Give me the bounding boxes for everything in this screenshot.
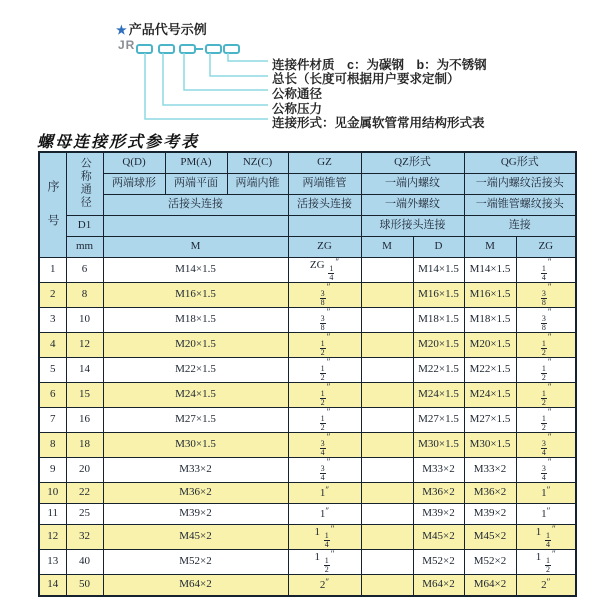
nut-connection-reference-table — [38, 151, 577, 597]
subheader-empty-2 — [288, 216, 361, 237]
qz-d-value: M18×1.5 — [413, 308, 464, 333]
code-prefix: JR — [118, 38, 136, 52]
m-thread: M27×1.5 — [103, 408, 288, 433]
qg-m-value: M39×2 — [464, 504, 516, 525]
m-thread: M33×2 — [103, 458, 288, 483]
table-row — [39, 433, 576, 458]
qz-d-value: M36×2 — [413, 483, 464, 504]
dn-value: 10 — [66, 308, 103, 333]
col-header-qd: Q(D) — [103, 152, 165, 174]
table-row — [39, 458, 576, 483]
subheader-qd: 两端球形 — [103, 174, 165, 195]
subheader-qg: 一端内螺纹活接头 — [464, 174, 576, 195]
qg-m-value: M18×1.5 — [464, 308, 516, 333]
label-nominal-diameter: 公称通径 — [272, 87, 323, 101]
col-header-nominal-dia — [66, 152, 103, 216]
gz-size: 1 $\frac{1}{2}$ ″ — [288, 550, 361, 575]
unit-header-mm: mm — [66, 237, 103, 258]
label-total-length: 总长（长度可根据用户要求定制） — [272, 72, 460, 86]
gz-size: $\frac{3}{8}$ ″ — [288, 308, 361, 333]
qz-d-value: M27×1.5 — [413, 408, 464, 433]
table-title: 螺母连接形式参考表 — [37, 134, 200, 151]
m-thread: M45×2 — [103, 525, 288, 550]
table-row — [39, 258, 576, 283]
table-row — [39, 525, 576, 550]
col-header-gz: GZ — [288, 152, 361, 174]
col-header-qg: QG形式 — [464, 152, 576, 174]
table-row — [39, 504, 576, 525]
qg-zg-size: $\frac{3}{4}$ ″ — [516, 433, 576, 458]
dn-value: 16 — [66, 408, 103, 433]
unit-header-qg-m: M — [464, 237, 516, 258]
qz-d-value: M64×2 — [413, 575, 464, 597]
qg-zg-size: $\frac{1}{2}$ ″ — [516, 408, 576, 433]
qg-zg-size: 1 $\frac{1}{4}$ ″ — [516, 525, 576, 550]
qg-m-value: M33×2 — [464, 458, 516, 483]
qg-zg-size: $\frac{1}{2}$ ″ — [516, 358, 576, 383]
qz-m-value — [361, 283, 413, 308]
qz-m-value — [361, 383, 413, 408]
code-box-4 — [205, 44, 222, 54]
gz-size: $\frac{1}{2}$ ″ — [288, 358, 361, 383]
qg-m-value: M27×1.5 — [464, 408, 516, 433]
qg-m-value: M22×1.5 — [464, 358, 516, 383]
gz-size: 1″ — [288, 504, 361, 525]
table-row — [39, 483, 576, 504]
code-box-2 — [158, 44, 175, 54]
qz-d-value: M14×1.5 — [413, 258, 464, 283]
qg-zg-size: $\frac{1}{2}$ ″ — [516, 383, 576, 408]
qz-d-value: M22×1.5 — [413, 358, 464, 383]
gz-size: $\frac{3}{4}$ ″ — [288, 433, 361, 458]
table-row — [39, 550, 576, 575]
dn-value: 50 — [66, 575, 103, 597]
unit-header-m: M — [103, 237, 288, 258]
qg-zg-size: 1″ — [516, 504, 576, 525]
dn-value: 6 — [66, 258, 103, 283]
gz-size: $\frac{1}{2}$ ″ — [288, 333, 361, 358]
gz-size: ZG $\frac{1}{4}$ ″ — [288, 258, 361, 283]
qz-m-value — [361, 525, 413, 550]
m-thread: M36×2 — [103, 483, 288, 504]
col-header-qz: QZ形式 — [361, 152, 464, 174]
subheader-qg-taper-thread: 一端锥管螺纹接头 — [464, 195, 576, 216]
qg-m-value: M36×2 — [464, 483, 516, 504]
qz-d-value: M16×1.5 — [413, 283, 464, 308]
m-thread: M64×2 — [103, 575, 288, 597]
diagram-title-text: 产品代号示例 — [128, 22, 207, 37]
table-row — [39, 383, 576, 408]
qg-m-value: M64×2 — [464, 575, 516, 597]
row-number: 6 — [39, 383, 66, 408]
qz-m-value — [361, 483, 413, 504]
qg-zg-size: 1 $\frac{1}{2}$ ″ — [516, 550, 576, 575]
subheader-nzc: 两端内锥 — [227, 174, 288, 195]
dn-value: 14 — [66, 358, 103, 383]
col-header-nzc: NZ(C) — [227, 152, 288, 174]
row-number: 4 — [39, 333, 66, 358]
m-thread: M18×1.5 — [103, 308, 288, 333]
unit-header-qz-m: M — [361, 237, 413, 258]
subheader-connect: 连接 — [464, 216, 576, 237]
dn-value: 20 — [66, 458, 103, 483]
qz-d-value: M39×2 — [413, 504, 464, 525]
qz-m-value — [361, 433, 413, 458]
qz-d-value: M45×2 — [413, 525, 464, 550]
row-number: 3 — [39, 308, 66, 333]
qz-d-value: M20×1.5 — [413, 333, 464, 358]
row-number: 12 — [39, 525, 66, 550]
code-dash — [194, 48, 203, 50]
qz-d-value: M30×1.5 — [413, 433, 464, 458]
row-number: 13 — [39, 550, 66, 575]
col-header-nominal-dia-text: 公称通径 — [79, 157, 92, 210]
gz-size: 2″ — [288, 575, 361, 597]
gz-size: $\frac{3}{8}$ ″ — [288, 283, 361, 308]
gz-size: $\frac{3}{4}$ ″ — [288, 458, 361, 483]
row-number: 7 — [39, 408, 66, 433]
dn-value: 8 — [66, 283, 103, 308]
label-nominal-pressure: 公称压力 — [272, 102, 323, 116]
gz-size: 1 $\frac{1}{4}$ ″ — [288, 525, 361, 550]
label-connection-type: 连接形式：见金属软管常用结构形式表 — [272, 116, 485, 130]
dn-value: 25 — [66, 504, 103, 525]
gz-size: 1″ — [288, 483, 361, 504]
table-row — [39, 575, 576, 597]
qz-m-value — [361, 408, 413, 433]
qz-d-value: M33×2 — [413, 458, 464, 483]
dn-value: 22 — [66, 483, 103, 504]
qg-m-value: M24×1.5 — [464, 383, 516, 408]
m-thread: M39×2 — [103, 504, 288, 525]
qz-m-value — [361, 550, 413, 575]
qg-zg-size: $\frac{1}{4}$ ″ — [516, 258, 576, 283]
m-thread: M24×1.5 — [103, 383, 288, 408]
code-box-5 — [223, 44, 240, 54]
qg-m-value: M30×1.5 — [464, 433, 516, 458]
row-number: 5 — [39, 358, 66, 383]
col-header-seq — [39, 152, 66, 258]
diagram-title — [116, 19, 207, 38]
row-number: 14 — [39, 575, 66, 597]
qg-zg-size: $\frac{3}{8}$ ″ — [516, 308, 576, 333]
table-row — [39, 358, 576, 383]
qg-m-value: M52×2 — [464, 550, 516, 575]
code-box-1 — [136, 44, 153, 54]
table-row — [39, 408, 576, 433]
row-number: 11 — [39, 504, 66, 525]
m-thread: M22×1.5 — [103, 358, 288, 383]
dn-value: 32 — [66, 525, 103, 550]
row-number: 10 — [39, 483, 66, 504]
m-thread: M20×1.5 — [103, 333, 288, 358]
dn-value: 40 — [66, 550, 103, 575]
qg-m-value: M16×1.5 — [464, 283, 516, 308]
subheader-gz: 两端锥管 — [288, 174, 361, 195]
row-number: 9 — [39, 458, 66, 483]
col-header-seq-text: 序号 — [46, 180, 61, 249]
qg-m-value: M20×1.5 — [464, 333, 516, 358]
qz-d-value: M52×2 — [413, 550, 464, 575]
row-number: 8 — [39, 433, 66, 458]
table-row — [39, 283, 576, 308]
unit-header-qg-zg: ZG — [516, 237, 576, 258]
qg-zg-size: 1″ — [516, 483, 576, 504]
qz-m-value — [361, 458, 413, 483]
subheader-pma: 两端平面 — [165, 174, 227, 195]
qz-d-value: M24×1.5 — [413, 383, 464, 408]
subheader-d1: D1 — [66, 216, 103, 237]
star-icon: ★ — [116, 23, 127, 37]
subheader-union-connect: 活接头连接 — [103, 195, 288, 216]
m-thread: M14×1.5 — [103, 258, 288, 283]
unit-header-qz-d: D — [413, 237, 464, 258]
m-thread: M16×1.5 — [103, 283, 288, 308]
qz-m-value — [361, 333, 413, 358]
unit-header-zg: ZG — [288, 237, 361, 258]
qg-zg-size: 2″ — [516, 575, 576, 597]
qz-m-value — [361, 358, 413, 383]
subheader-qz-ext-thread: 一端外螺纹 — [361, 195, 464, 216]
table-row — [39, 308, 576, 333]
dn-value: 18 — [66, 433, 103, 458]
subheader-gz-union: 活接头连接 — [288, 195, 361, 216]
col-header-pma: PM(A) — [165, 152, 227, 174]
gz-size: $\frac{1}{2}$ ″ — [288, 408, 361, 433]
qg-m-value: M45×2 — [464, 525, 516, 550]
dn-value: 15 — [66, 383, 103, 408]
row-number: 2 — [39, 283, 66, 308]
qg-m-value: M14×1.5 — [464, 258, 516, 283]
qg-zg-size: $\frac{1}{2}$ ″ — [516, 333, 576, 358]
subheader-empty-1 — [103, 216, 288, 237]
dn-value: 12 — [66, 333, 103, 358]
m-thread: M52×2 — [103, 550, 288, 575]
subheader-qz: 一端内螺纹 — [361, 174, 464, 195]
label-material: 连接件材质 c：为碳钢 b：为不锈钢 — [272, 58, 487, 72]
qg-zg-size: $\frac{3}{8}$ ″ — [516, 283, 576, 308]
gz-size: $\frac{1}{2}$ ″ — [288, 383, 361, 408]
qz-m-value — [361, 575, 413, 597]
qg-zg-size: $\frac{3}{4}$ ″ — [516, 458, 576, 483]
m-thread: M30×1.5 — [103, 433, 288, 458]
table-row — [39, 333, 576, 358]
subheader-ball-joint: 球形接头连接 — [361, 216, 464, 237]
row-number: 1 — [39, 258, 66, 283]
qz-m-value — [361, 308, 413, 333]
qz-m-value — [361, 504, 413, 525]
qz-m-value — [361, 258, 413, 283]
